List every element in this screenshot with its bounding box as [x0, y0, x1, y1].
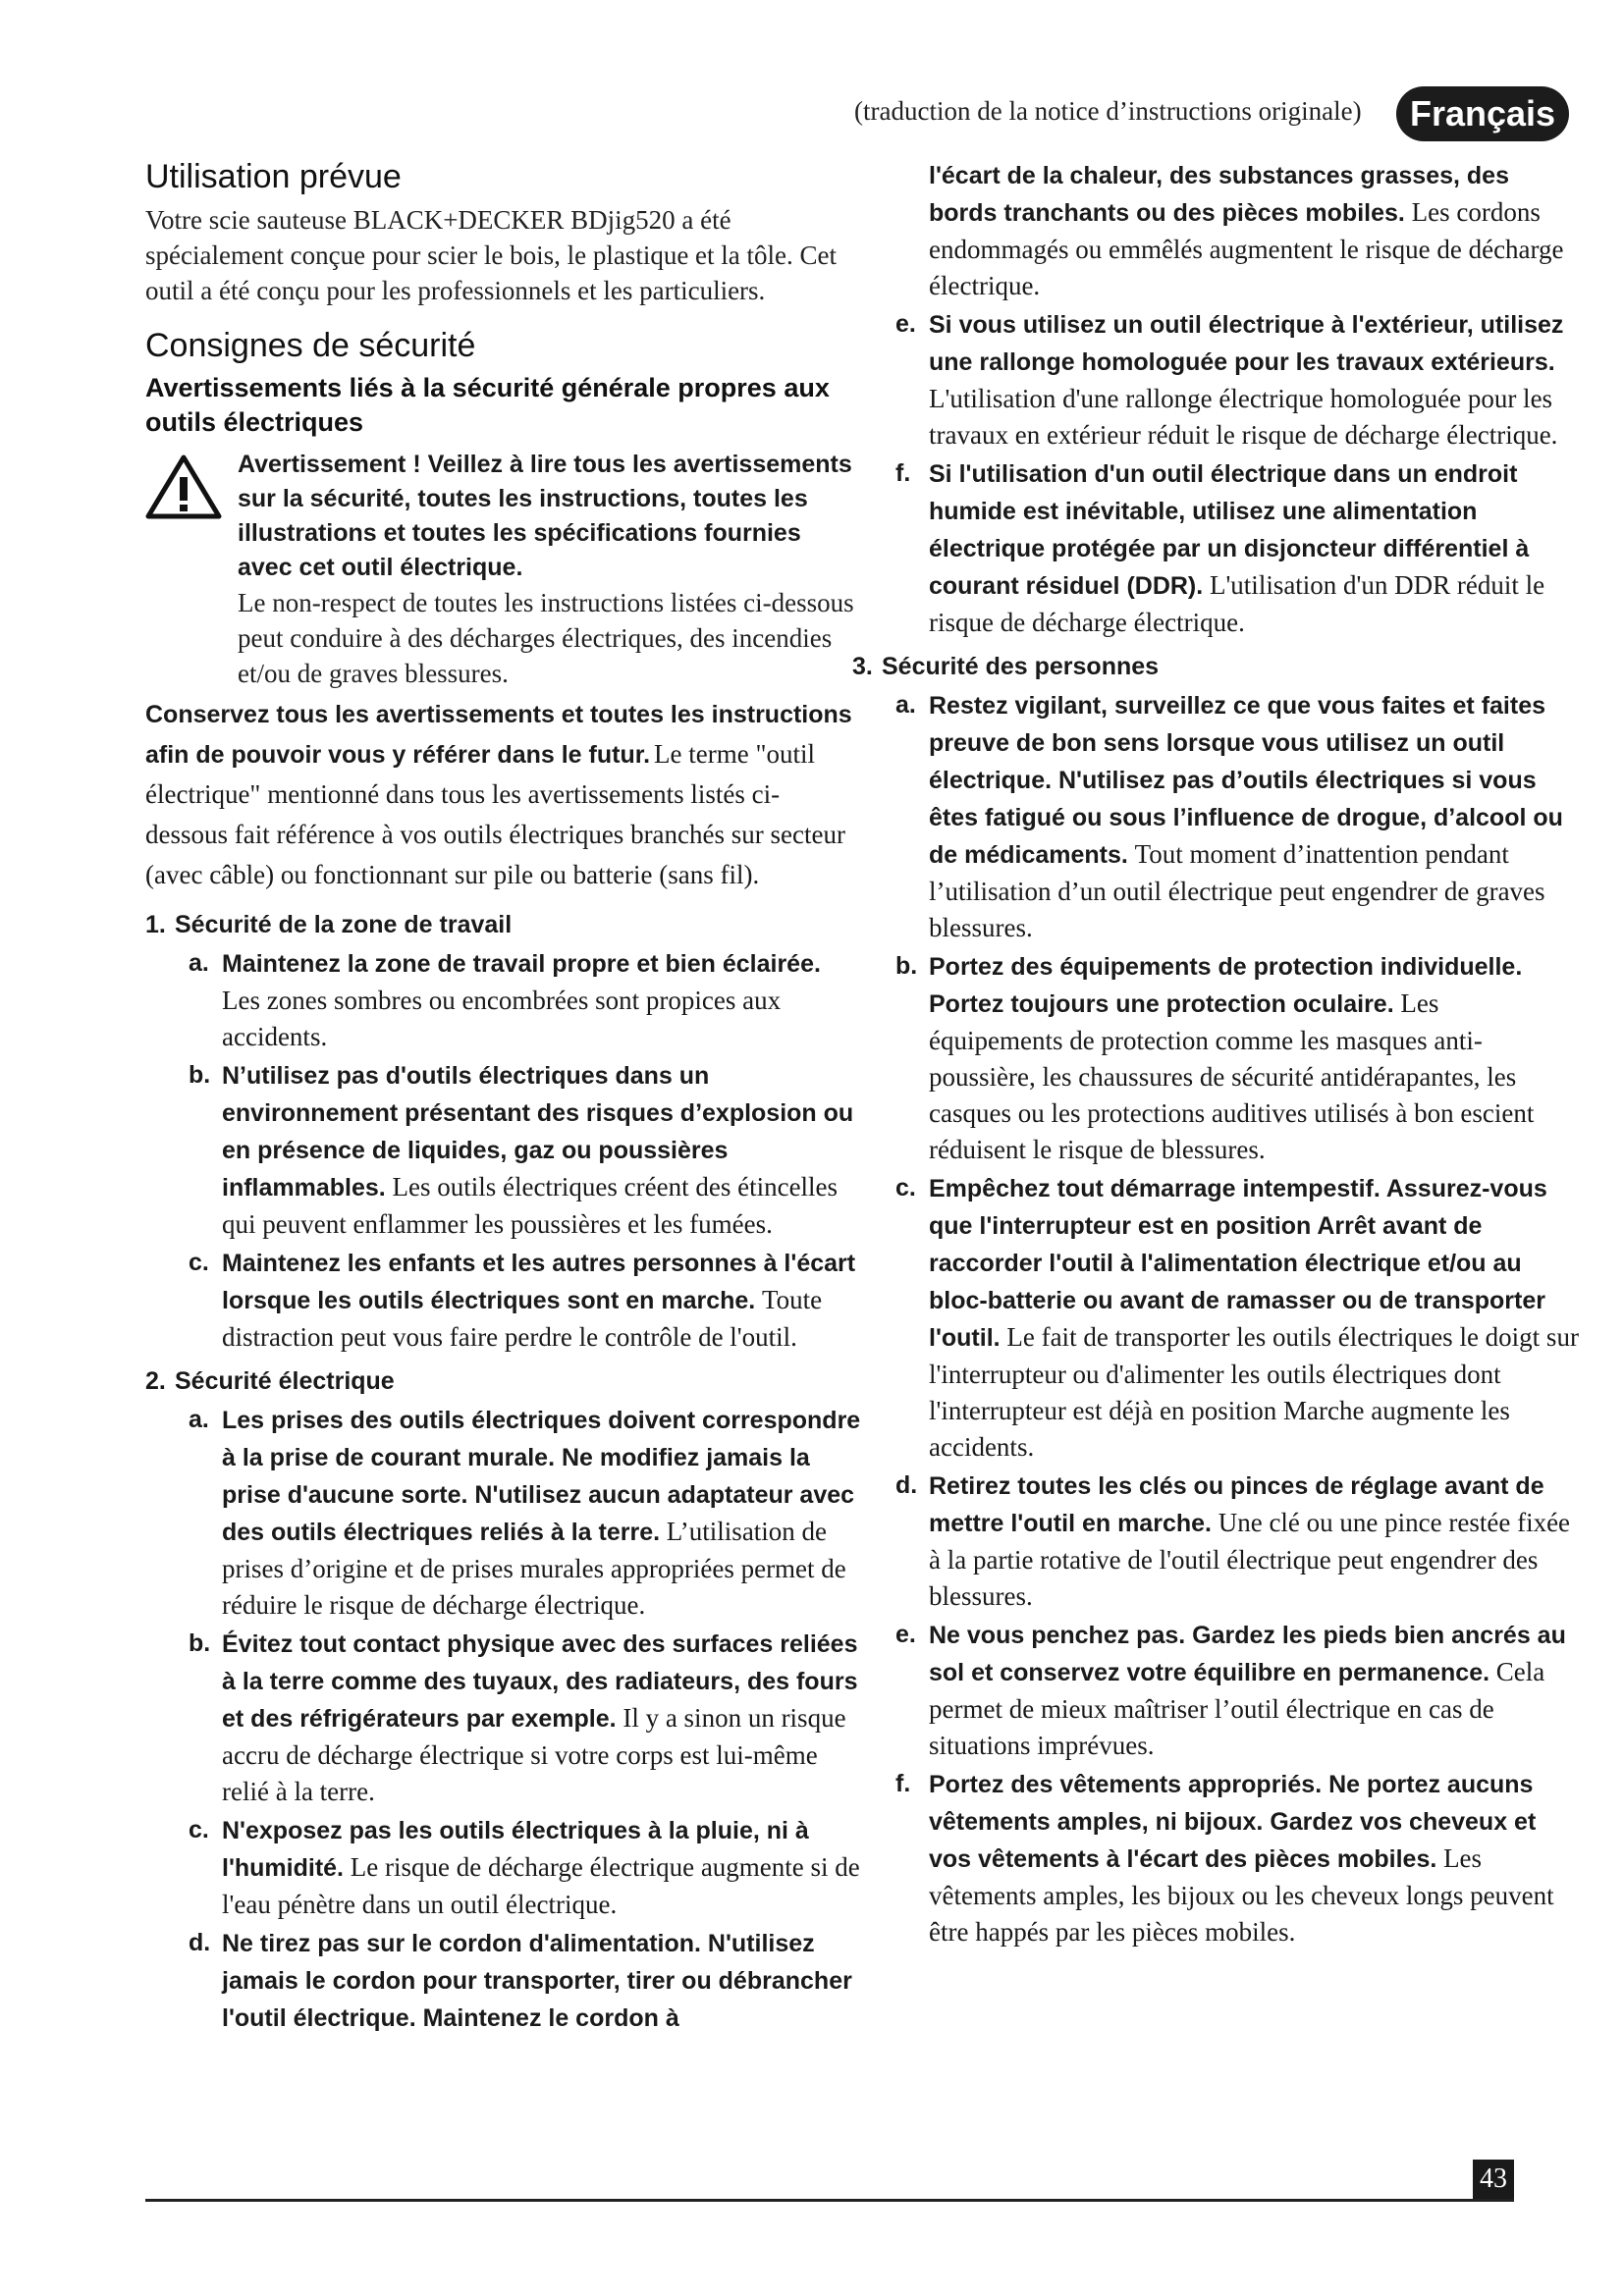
item-text: Tout moment d’inattention pendant l’utilisation d’un outil électrique peut engendrer de graves blessures. — [929, 839, 1545, 942]
section-1-heading — [145, 907, 862, 943]
item-bold: N’utilisez pas d'outils électriques dans un environnement présentant des risques d’explosion ou en présence de liquides, gaz ou poussières inflammables. — [222, 1062, 854, 1201]
item-text: Les équipements de protection comme les masques anti-poussière, les chaussures de sécurité antidérapantes, les casques ou les protections auditives utilisés à bon escient réduisent le risque de blessures. — [929, 988, 1535, 1164]
item-text: Les cordons endommagés ou emmêlés augmentent le risque de décharge électrique. — [929, 197, 1564, 300]
keep-bold: Conservez tous les avertissements et toutes les instructions afin de pouvoir vous y référer dans le futur. — [145, 701, 852, 769]
item-bold: Retirez toutes les clés ou pinces de réglage avant de mettre l'outil en marche. — [929, 1472, 1544, 1537]
section-2-heading — [145, 1363, 862, 1400]
item-marker: c. — [189, 1816, 209, 1843]
item-marker: c. — [189, 1249, 209, 1276]
section-3-heading — [852, 649, 1579, 685]
safety-subtitle: Avertissements liés à la sécurité générale propres aux outils électriques — [145, 373, 830, 437]
item-text: Les zones sombres ou encombrées sont propices aux accidents. — [222, 986, 782, 1051]
item-marker: a. — [189, 949, 209, 977]
list-item — [852, 948, 1579, 1168]
item-text: Les vêtements amples, les bijoux ou les cheveux longs peuvent être happés par les pièces mobiles. — [929, 1843, 1554, 1947]
list-item — [852, 455, 1579, 641]
warning-block — [145, 448, 862, 691]
warning-icon — [145, 454, 222, 520]
item-bold: Restez vigilant, surveillez ce que vous faites et faites preuve de bon sens lorsque vous utilisez un outil électrique. N'utilisez pas d’outils électriques si vous êtes fatigué ou sous l’influence de drogue, d’alcool ou de médicaments. — [929, 692, 1563, 869]
keep-instructions-paragraph — [145, 697, 862, 897]
list-item — [852, 306, 1579, 454]
list-item — [145, 1245, 862, 1356]
list-item — [145, 1402, 862, 1624]
item-bold: Portez des équipements de protection individuelle. Portez toujours une protection oculaire. — [929, 953, 1523, 1018]
item-bold: Maintenez la zone de travail propre et bien éclairée. — [222, 950, 821, 978]
warning-text: Le non-respect de toutes les instructions listées ci-dessous peut conduire à des décharges électriques, des incendies et/ou de graves blessures. — [238, 588, 854, 688]
item-marker: e. — [895, 310, 916, 338]
section-title: Sécurité des personnes — [882, 653, 1160, 680]
section-marker: 2. — [145, 1367, 166, 1395]
item-bold: N'exposez pas les outils électriques à la pluie, ni à l'humidité. — [222, 1817, 809, 1882]
item-marker: f. — [895, 459, 911, 487]
item-text: L'utilisation d'une rallonge électrique homologuée pour les travaux en extérieur réduit le risque de décharge électrique. — [929, 384, 1558, 450]
item-marker: b. — [895, 952, 918, 980]
item-marker: b. — [189, 1061, 211, 1089]
section-marker: 3. — [852, 653, 873, 680]
item-marker: f. — [895, 1770, 911, 1797]
item-text: L'utilisation d'un DDR réduit le risque de décharge électrique. — [929, 570, 1545, 637]
item-text: Le fait de transporter les outils électriques le doigt sur l'interrupteur ou d'alimenter les outils électriques dont l'interrupteur est déjà en position Marche augmente les accidents. — [929, 1322, 1579, 1462]
item-text: Une clé ou une pince restée fixée à la partie rotative de l'outil électrique peut engendrer des blessures. — [929, 1508, 1571, 1611]
section-title: Sécurité de la zone de travail — [175, 911, 513, 938]
right-column — [852, 157, 1579, 1952]
page-number: 43 — [1473, 2160, 1514, 2199]
list-item — [145, 1057, 862, 1243]
list-item — [852, 1617, 1579, 1764]
item-text: L’utilisation de prises d’origine et de prises murales appropriées permet de réduire le risque de décharge électrique. — [222, 1517, 846, 1620]
item-marker: d. — [895, 1471, 918, 1499]
item-marker: c. — [895, 1174, 916, 1201]
item-bold: Empêchez tout démarrage intempestif. Assurez-vous que l'interrupteur est en position Arrêt avant de raccorder l'outil à l'alimentation électrique et/ou au bloc-batterie ou avant de ramasser ou de transporter l'outil. — [929, 1175, 1547, 1352]
section-marker: 1. — [145, 911, 166, 938]
language-badge: Français — [1396, 86, 1569, 141]
header-tagline: (traduction de la notice d’instructions originale) — [854, 96, 1362, 126]
item-bold: Les prises des outils électriques doivent correspondre à la prise de courant murale. Ne modifiez jamais la prise d'aucune sorte. N'utilisez aucun adaptateur avec des outils électriques reliés à la terre. — [222, 1407, 861, 1546]
item-bold: l'écart de la chaleur, des substances grasses, des bords tranchants ou des pièces mobiles. — [929, 162, 1509, 227]
item-bold: Si l'utilisation d'un outil électrique dans un endroit humide est inévitable, utilisez une alimentation électrique protégée par un disjoncteur différentiel à courant résiduel (DDR). — [929, 460, 1530, 600]
list-item — [145, 945, 862, 1055]
keep-text: Le terme "outil électrique" mentionné dans tous les avertissements listés ci-dessous fait référence à vos outils électriques branchés sur secteur (avec câble) ou fonctionnant sur pile ou batterie (sans fil). — [145, 739, 845, 889]
item-text: Les outils électriques créent des étincelles qui peuvent enflammer les poussières et les fumées. — [222, 1172, 839, 1239]
item-marker: a. — [189, 1406, 209, 1433]
item-text: Il y a sinon un risque accru de décharge électrique si votre corps est lui-même relié à la terre. — [222, 1703, 846, 1806]
intended-use-title: Utilisation prévue — [145, 158, 402, 195]
item-marker: d. — [189, 1929, 211, 1956]
item-text: Toute distraction peut vous faire perdre le contrôle de l'outil. — [222, 1285, 823, 1352]
item-marker: e. — [895, 1621, 916, 1648]
list-item — [145, 1812, 862, 1923]
item-bold: Si vous utilisez un outil électrique à l'extérieur, utilisez une rallonge homologuée pour les travaux extérieurs. — [929, 311, 1564, 376]
left-column — [145, 157, 862, 2039]
list-item — [852, 1468, 1579, 1615]
item-bold: Maintenez les enfants et les autres personnes à l'écart lorsque les outils électriques sont en marche. — [222, 1250, 856, 1314]
intended-use-text: Votre scie sauteuse BLACK+DECKER BDjig520 a été spécialement conçue pour scier le bois, le plastique et la tôle. Cet outil a été conçu pour les professionnels et les particuliers. — [145, 205, 838, 305]
list-item — [145, 1626, 862, 1810]
item-text: Le risque de décharge électrique augmente si de l'eau pénètre dans un outil électrique. — [222, 1852, 860, 1919]
item-marker: b. — [189, 1629, 211, 1657]
list-item — [852, 687, 1579, 946]
list-item — [145, 1925, 862, 2037]
list-item — [852, 1766, 1579, 1950]
list-item-continued — [852, 157, 1579, 304]
item-marker: a. — [895, 691, 916, 719]
item-bold: Portez des vêtements appropriés. Ne portez aucuns vêtements amples, ni bijoux. Gardez vos cheveux et vos vêtements à l'écart des pièces mobiles. — [929, 1771, 1537, 1873]
section-title: Sécurité électrique — [175, 1367, 395, 1395]
item-text: Cela permet de mieux maîtriser l’outil électrique en cas de situations imprévues. — [929, 1657, 1545, 1760]
list-item — [852, 1170, 1579, 1466]
footer-rule — [145, 2199, 1514, 2202]
item-bold: Évitez tout contact physique avec des surfaces reliées à la terre comme des tuyaux, des radiateurs, des fours et des réfrigérateurs par exemple. — [222, 1630, 858, 1733]
safety-title: Consignes de sécurité — [145, 327, 476, 364]
item-bold: Ne tirez pas sur le cordon d'alimentation. N'utilisez jamais le cordon pour transporter, tirer ou débrancher l'outil électrique. Maintenez le cordon à — [222, 1930, 852, 2032]
warning-bold: Avertissement ! Veillez à lire tous les avertissements sur la sécurité, toutes les instructions, toutes les illustrations et toutes les spécifications fournies avec cet outil électrique. — [238, 451, 852, 581]
item-bold: Ne vous penchez pas. Gardez les pieds bien ancrés au sol et conservez votre équilibre en permanence. — [929, 1622, 1566, 1686]
